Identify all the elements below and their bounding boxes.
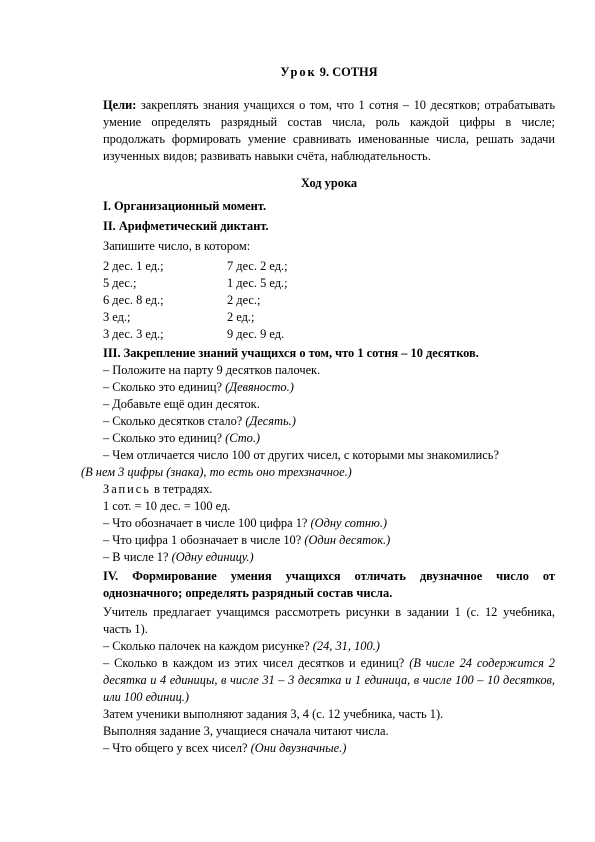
s3-line: 1 сот. = 10 дес. = 100 ед. — [103, 499, 231, 513]
document-page — [81, 64, 555, 757]
question: – В числе 1? — [103, 550, 172, 564]
s3-line: – Положите на парту 9 десятков палочек. — [103, 363, 321, 377]
s3-line — [103, 515, 555, 532]
dictation-item: 7 дес. 2 ед.; — [227, 259, 288, 273]
dictation-item: 2 дес. 1 ед.; — [103, 259, 164, 273]
dictation-item: 1 дес. 5 ед.; — [227, 276, 288, 290]
s3-line — [103, 413, 555, 430]
s3-answer-line: (В нем 3 цифры (знака), то есть оно трехзначное.) — [81, 465, 352, 479]
answer: (Одну сотню.) — [310, 516, 388, 530]
goals-text: закреплять знания учащихся о том, что 1 сотня – 10 десятков; отрабатывать умение определять разрядный состав числа, роль каждой цифры в числе; продолжать формировать умение сравнивать именованные числа, решать задачи изученных видов; развивать навыки счёта, наблюдательность. — [103, 98, 555, 163]
s4-line: Затем ученики выполняют задания 3, 4 (с. 12 учебника, часть 1). — [103, 707, 444, 721]
record-rest: в тетрадях. — [150, 482, 213, 496]
s3-line — [103, 379, 555, 396]
dictation-item: 6 дес. 8 ед.; — [103, 293, 164, 307]
title-word: Урок — [280, 65, 317, 79]
answer: (Один десяток.) — [304, 533, 391, 547]
title-rest: 9. СОТНЯ — [319, 65, 378, 79]
question: – Что цифра 1 обозначает в числе 10? — [103, 533, 305, 547]
dictation-item: 3 ед.; — [103, 310, 131, 324]
answer: (Они двузначные.) — [250, 741, 347, 755]
answer: (24, 31, 100.) — [312, 639, 380, 653]
dictation-item: 9 дес. 9 ед. — [227, 327, 285, 341]
s3-line — [103, 481, 555, 498]
dictation-intro: Запишите число, в котором: — [103, 239, 251, 253]
answer: (Сто.) — [225, 431, 261, 445]
question: – Что общего у всех чисел? — [103, 741, 251, 755]
lesson-heading: Ход урока — [300, 176, 358, 190]
s4-paragraph — [103, 655, 555, 706]
record-word: Запись — [103, 482, 151, 496]
question: – Сколько в каждом из этих чисел десятков и единиц? — [103, 656, 410, 670]
answer: (В числе 24 содержится 2 десятка и 4 единицы, в числе 31 – 3 десятка и 1 единица, в числе 100 – 10 десятков, или 100 единиц.) — [103, 656, 555, 704]
question: – Сколько это единиц? — [103, 380, 226, 394]
s3-line — [103, 549, 555, 566]
goals-label: Цели: — [103, 98, 137, 112]
question: – Сколько палочек на каждом рисунке? — [103, 639, 313, 653]
section-3-heading: III. Закрепление знаний учащихся о том, что 1 сотня – 10 десятков. — [103, 346, 479, 360]
s4-line: Выполняя задание 3, учащиеся сначала читают числа. — [103, 724, 389, 738]
s4-line — [103, 740, 555, 757]
goals-paragraph — [103, 97, 555, 165]
s4-line — [103, 638, 555, 655]
section-4-heading: IV. Формирование умения учащихся отличать двузначное число от однозначного; определять разрядный состав числа. — [103, 569, 555, 600]
section-1-heading: I. Организационный момент. — [103, 199, 267, 213]
dictation-item: 5 дес.; — [103, 276, 137, 290]
s3-line — [103, 430, 555, 447]
s3-line: – Чем отличается число 100 от других чисел, с которыми мы знакомились? — [103, 448, 499, 462]
section-2-heading: II. Арифметический диктант. — [103, 219, 269, 233]
dictation-item: 2 ед.; — [227, 310, 255, 324]
question: – Что обозначает в числе 100 цифра 1? — [103, 516, 311, 530]
lesson-title — [103, 64, 555, 81]
dictation-list — [103, 258, 555, 343]
answer: (Одну единицу.) — [171, 550, 254, 564]
s4-paragraph: Учитель предлагает учащимся рассмотреть рисунки в задании 1 (с. 12 учебника, часть 1). — [103, 605, 555, 636]
question: – Сколько десятков стало? — [103, 414, 246, 428]
s3-line: – Добавьте ещё один десяток. — [103, 397, 260, 411]
answer: (Девяносто.) — [225, 380, 294, 394]
answer: (Десять.) — [245, 414, 296, 428]
question: – Сколько это единиц? — [103, 431, 226, 445]
s3-line — [103, 532, 555, 549]
dictation-item: 3 дес. 3 ед.; — [103, 327, 164, 341]
dictation-item: 2 дес.; — [227, 293, 261, 307]
